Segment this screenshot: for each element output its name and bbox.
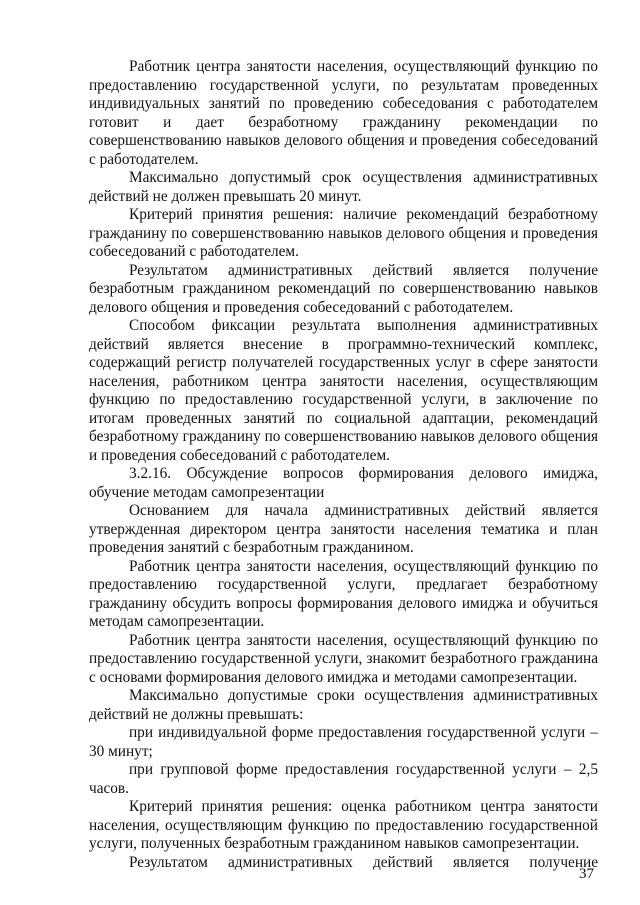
paragraph: Результатом административных действий является получение безработным гражданином рекомендаций по совершенствованию навыков делового общения и проведения собеседований с работодателем.	[89, 261, 598, 316]
paragraph: Способом фиксации результата выполнения административных действий является внесение в программно-технический комплекс, содержащий регистр получателей государственных услуг в сфере занятости населения, работником центра занятости населения, осуществляющим функцию по предоставлению государственной услуги, в заключение по итогам проведенных занятий по социальной адаптации, рекомендаций безработному гражданину по совершенствованию навыков делового общения и проведения собеседований с работодателем.	[89, 317, 598, 464]
paragraph: Работник центра занятости населения, осуществляющий функцию по предоставлению государственной услуги, предлагает безработному гражданину обсудить вопросы формирования делового имиджа и обучиться методам самопрезентации.	[89, 557, 598, 630]
page-number: 37	[579, 866, 594, 882]
paragraph: Работник центра занятости населения, осуществляющий функцию по предоставлению государственной услуги, по результатам проведенных индивидуальных занятий по проведению собеседования с работодателем готовит и дает безработному гражданину рекомендации по совершенствованию навыков делового общения и проведения собеседований с работодателем.	[89, 58, 598, 168]
paragraph: Результатом административных действий является получение	[129, 853, 598, 871]
paragraph: Максимально допустимые сроки осуществления административных действий не должны превышать:	[89, 687, 598, 723]
list-item: при групповой форме предоставления государственной услуги – 2,5 часов.	[89, 761, 598, 797]
paragraph: Критерий принятия решения: оценка работником центра занятости населения, осуществляющим функцию по предоставлению государственной услуги, полученных безработным гражданином навыков самопрезентации.	[89, 798, 598, 852]
paragraph: Работник центра занятости населения, осуществляющий функцию по предоставлению государственной услуги, знакомит безработного гражданина с основами формирования делового имиджа и методами самопрезентации.	[89, 631, 598, 686]
paragraph: Максимально допустимый срок осуществления административных действий не должен превышать 20 минут.	[89, 169, 598, 205]
paragraph: Критерий принятия решения: наличие рекомендаций безработному гражданину по совершенствованию навыков делового общения и проведения собеседований с работодателем.	[89, 206, 598, 260]
list-item: при индивидуальной форме предоставления государственной услуги – 30 минут;	[89, 724, 598, 760]
body-text	[89, 58, 598, 872]
paragraph: Основанием для начала административных действий является утвержденная директором центра занятости населения тематика и план проведения занятий с безработным гражданином.	[89, 502, 598, 556]
section-heading: 3.2.16. Обсуждение вопросов формирования делового имиджа, обучение методам самопрезентации	[89, 465, 598, 501]
